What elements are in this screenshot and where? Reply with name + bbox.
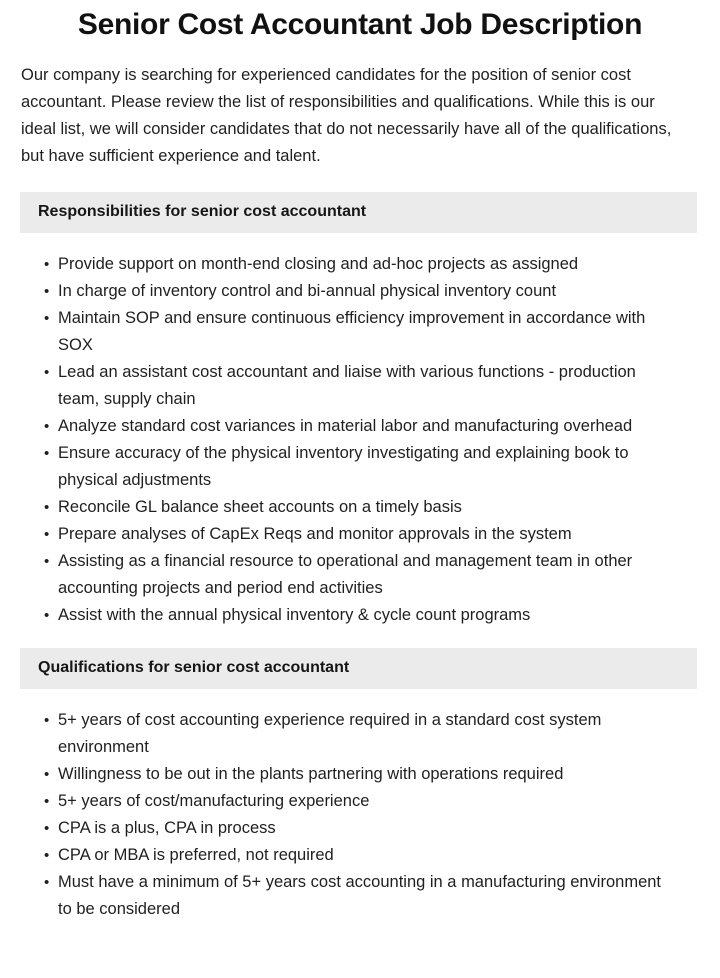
section-header-responsibilities: Responsibilities for senior cost accountant <box>20 192 697 233</box>
list-item: • Must have a minimum of 5+ years cost accounting in a manufacturing environment to be considered <box>0 869 720 923</box>
intro-paragraph: Our company is searching for experienced candidates for the position of senior cost accountant. Please review the list of responsibilities and qualifications. While this is our ideal list, we will consider candidates that do not necessarily have all of the qualifications, but have sufficient experience and talent. <box>21 66 672 165</box>
qualifications-list <box>0 707 720 923</box>
list-item: • Ensure accuracy of the physical inventory investigating and explaining book to physical adjustments <box>0 440 720 494</box>
list-item: • Analyze standard cost variances in material labor and manufacturing overhead <box>0 413 720 440</box>
list-item: • CPA or MBA is preferred, not required <box>0 842 720 869</box>
job-description-page <box>0 7 720 923</box>
list-item: • Assisting as a financial resource to operational and management team in other accounting projects and period end activities <box>0 548 720 602</box>
list-item: • CPA is a plus, CPA in process <box>0 815 720 842</box>
list-item: • Lead an assistant cost accountant and liaise with various functions - production team, supply chain <box>0 359 720 413</box>
section-header-qualifications: Qualifications for senior cost accountant <box>20 648 697 689</box>
list-item: • Prepare analyses of CapEx Reqs and monitor approvals in the system <box>0 521 720 548</box>
list-item: • Reconcile GL balance sheet accounts on a timely basis <box>0 494 720 521</box>
list-item: • Provide support on month-end closing and ad-hoc projects as assigned <box>0 251 720 278</box>
list-item: • 5+ years of cost accounting experience required in a standard cost system environment <box>0 707 720 761</box>
page-title: Senior Cost Accountant Job Description <box>77 8 643 41</box>
list-item: • Assist with the annual physical inventory & cycle count programs <box>0 602 720 629</box>
list-item: • 5+ years of cost/manufacturing experience <box>0 788 720 815</box>
list-item: • In charge of inventory control and bi-annual physical inventory count <box>0 278 720 305</box>
list-item: • Maintain SOP and ensure continuous efficiency improvement in accordance with SOX <box>0 305 720 359</box>
responsibilities-list <box>0 251 720 629</box>
list-item: • Willingness to be out in the plants partnering with operations required <box>0 761 720 788</box>
